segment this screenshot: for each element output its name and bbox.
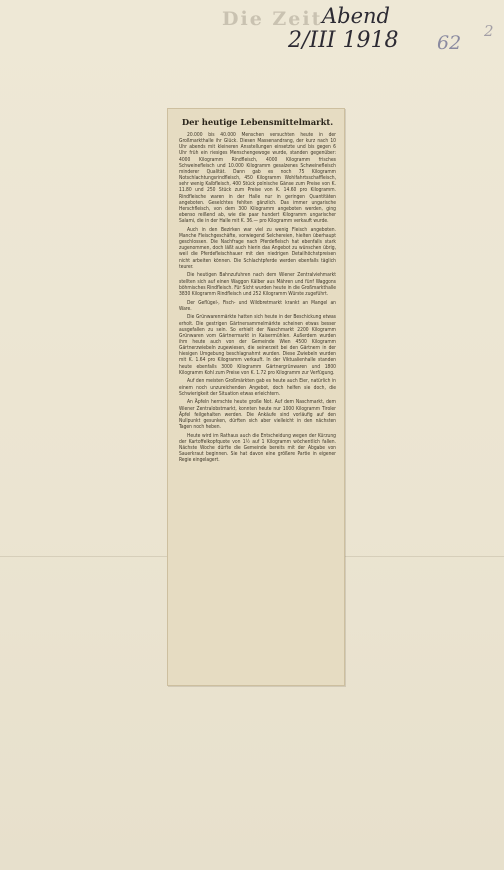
- article-paragraph: Die heutigen Bahnzufuhren nach dem Wiener Zentralviehmarkt stellten sich auf einen Waggon Kälber aus Mähren und fünf Waggons böhmisches Rindfleisch. Für Sicht wurden heute in die Großmarkthalle 3830 Kilogramm Rindfleisch und 252 Kilogramm Würste zugeführt.: [179, 272, 336, 297]
- article-paragraph: Auch in den Bezirken war viel zu wenig Fleisch angeboten. Manche Fleischgeschäfte, vorwiegend Selchereien, hielten überhaupt geschlossen. Die Nachfrage nach Pferdefleisch hat ebenfalls stark zugenommen, doch läßt auch hierin das Angebot zu wünschen übrig, weil die Pferdefleischhauer mit den niedrigen Detailhöchstpreisen nicht arbeiten können. Die Schlachtpferde werden ebenfalls täglich teurer.: [179, 226, 336, 270]
- newspaper-masthead: Die Zeit: [222, 8, 323, 30]
- handwritten-corner-mark: 2: [484, 22, 494, 40]
- article-paragraph: Heute wird im Rathaus auch die Entscheidung wegen der Kürzung der Kartoffelkopfquote von 1½ auf 1 Kilogramm wöchentlich fallen. Nächste Woche dürfte die Gemeinde bereits mit der Abgabe von Sauerkraut beginnen. Sie hat davon eine größere Partie in eigener Regie eingelagert.: [179, 432, 336, 464]
- article-paragraph: Die Grünwarenmärkte hatten sich heute in der Beschickung etwas erholt. Die gestrigen Gärtnersammelmärkte scheinen etwas besser ausgefallen zu sein. So erhielt der Naschmarkt 2200 Kilogramm Grünwaren vom Gärtnermarkt in Kaisermühlen. Außerdem wurden ihm heute auch von der Gemeinde Wien 4500 Kilogramm Gärtnerzwiebeln zugewiesen, die seinerzeit bei den Gärtnern in der hiesigen Umgebung beschlagnahmt wurden. Diese Zwiebeln wurden mit K. 1.64 pro Kilogramm verkauft. In der Viktualienhalle standen heute ebenfalls 3000 Kilogramm Gärtnergrünwaren und 1800 Kilogramm Kohl zum Preise von K. 1.72 pro Kilogramm zur Verfügung.: [179, 314, 336, 376]
- newspaper-clipping: [167, 108, 345, 686]
- article-paragraph: Auf den meisten Großmärkten gab es heute auch Eier, natürlich in einem noch unzureichenden Angebot, doch helfen sie doch, die Schwierigkeit der Situation etwas erleichtern.: [179, 378, 336, 397]
- handwritten-page-number: 62: [437, 32, 462, 54]
- article-paragraph: An Äpfeln herrschte heute große Not. Auf dem Naschmarkt, dem Wiener Zentralobstmarkt, konnten heute nur 1000 Kilogramm Tiroler Äpfel feilgehalten werden. Die Ankäufe sind vorläufig auf den Nullpunkt gesunken, dürften sich aber vielleicht in den nächsten Tagen noch heben.: [179, 399, 336, 431]
- article-paragraph: Der Geflügel-, Fisch- und Wildbretmarkt krankt an Mangel an Ware.: [179, 299, 336, 312]
- handwritten-edition-note: Abend: [322, 4, 391, 28]
- article-paragraph: 20.000 bis 40.000 Menschen versuchten heute in der Großmarkthalle ihr Glück. Diesen Massenandrang, der kurz nach 10 Uhr abends mit kleineren Ansstellungen einsetzte und bis gegen 6 Uhr früh ein riesiges Menschengewoge wurde, standen gegenüber: 4000 Kilogramm Rindfleisch, 4000 Kilogramm frisches Schweinefleisch und 10.000 Kilogramm gesalzenes Schweinefleisch minderer Qualität. Dann gab es noch 75 Kilogramm Notschlachtungsrindfleisch, 450 Kilogramm Wohlfahrtsschaffleisch, sehr wenig Kalbfleisch, 400 Stück polnische Gänse zum Preise von K. 11.80 und 250 Stück zum Preise von K. 14.60 pro Kilogramm. Rindfleische waren in der Halle nur in geringen Quantitäten angeboten. Geselchtes fehlten gänzlich. Das immer ungarische Herschfleisch, von dem 300 Kilogramm angeboten werden, ging ebenso reißend ab, wie die paar hundert Kilogramm ungarischer Salami, die in der Halle mit K. 36.— pro Kilogramm verkauft wurde.: [179, 132, 336, 225]
- handwritten-date: 2/III 1918: [288, 28, 399, 53]
- clipping-headline: Der heutige Lebensmittelmarkt.: [181, 117, 334, 127]
